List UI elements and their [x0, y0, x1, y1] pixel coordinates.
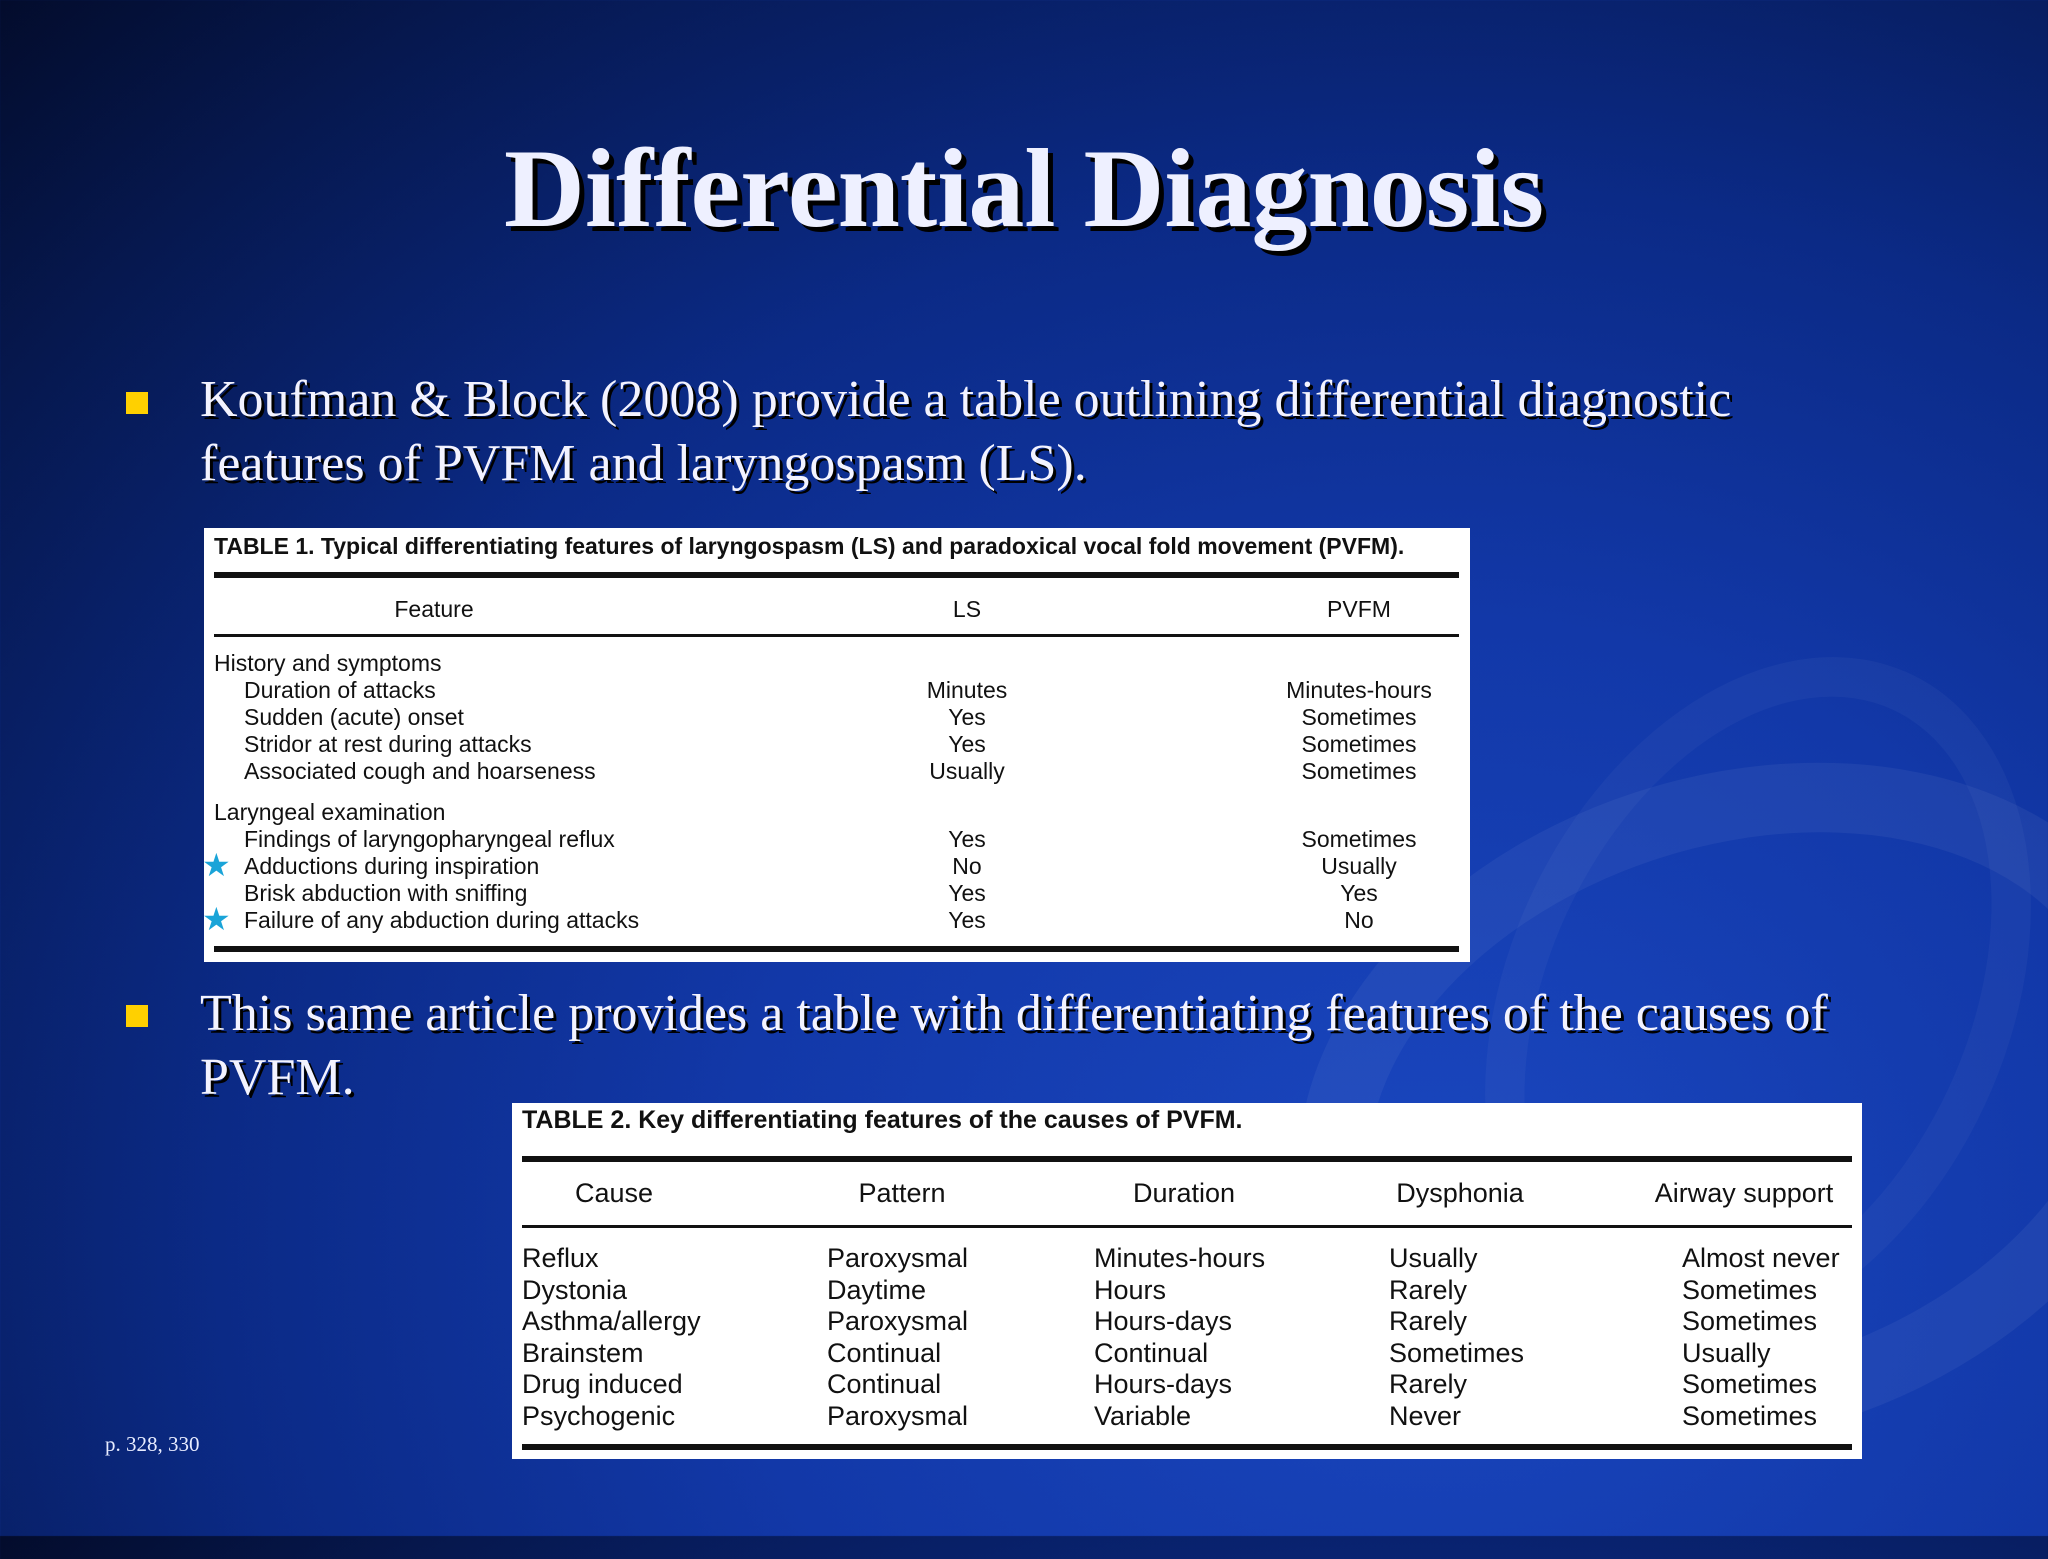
table2-cell: Sometimes: [1682, 1400, 1818, 1431]
table1-pvfm-cell: Yes: [1340, 880, 1378, 906]
table2-header-dysphonia: Dysphonia: [1396, 1178, 1524, 1208]
table1-feature-cell: Sudden (acute) onset: [244, 704, 464, 730]
table2-cell: Continual: [827, 1369, 942, 1399]
table2-cell: Usually: [1682, 1337, 1771, 1368]
table2-cell: Minutes-hours: [1094, 1243, 1266, 1273]
table1: [204, 528, 1470, 962]
table1-pvfm-cell: Sometimes: [1301, 826, 1417, 852]
table1-header-feature: Feature: [394, 596, 474, 622]
table2-cell: Paroxysmal: [827, 1306, 969, 1336]
table1-ls-cell: No: [952, 853, 982, 879]
bullet-text-1: Koufman & Block (2008) provide a table outlining differential diagnostic features of PVFM and laryngospasm (LS).: [200, 371, 1732, 492]
table2-cell: Paroxysmal: [827, 1400, 969, 1431]
table2-header-cause: Cause: [574, 1178, 654, 1208]
bullet-text-2: This same article provides a table with differentiating features of the causes of PVFM.: [200, 985, 1828, 1106]
table2-cell: Brainstem: [522, 1337, 644, 1368]
table2-cell: Continual: [827, 1337, 942, 1368]
table2-header-airway-support: Airway support: [1654, 1178, 1834, 1208]
table1-top-rule: [214, 572, 1459, 578]
table2-cell: Sometimes: [1682, 1274, 1818, 1305]
table1-ls-cell: Yes: [948, 907, 986, 933]
table2-cell: Drug induced: [522, 1369, 683, 1399]
table2-cell: Sometimes: [1682, 1369, 1818, 1399]
table2-cell: Variable: [1094, 1400, 1192, 1431]
table2-cell: Paroxysmal: [827, 1243, 969, 1273]
table1-ls-cell: Yes: [948, 704, 986, 730]
table1-feature-cell: Findings of laryngopharyngeal reflux: [244, 826, 615, 852]
table2-cell: Hours-days: [1094, 1369, 1233, 1399]
table2-header-pattern: Pattern: [858, 1178, 946, 1208]
page-reference: p. 328, 330: [105, 1432, 200, 1456]
table1-feature-cell: Associated cough and hoarseness: [244, 758, 596, 784]
table2-cell: Continual: [1094, 1337, 1209, 1368]
table1-ls-cell: Yes: [948, 880, 986, 906]
table2-bottom-rule: [522, 1444, 1852, 1450]
table1-pvfm-cell: Sometimes: [1301, 758, 1417, 784]
bullet-square-icon: [126, 392, 148, 414]
slide-title: Differential Diagnosis: [503, 127, 1545, 251]
table2-cell: Usually: [1389, 1243, 1478, 1273]
table2-top-rule: [522, 1156, 1852, 1162]
table1-pvfm-cell: Sometimes: [1301, 731, 1417, 757]
table2-cell: Never: [1389, 1400, 1462, 1431]
table1-section-heading: History and symptoms: [214, 650, 442, 676]
table1-feature-cell: Failure of any abduction during attacks: [244, 907, 640, 933]
table2-cell: Reflux: [522, 1243, 599, 1273]
table2-cell: Rarely: [1389, 1274, 1468, 1305]
bullet-square-icon: [126, 1005, 148, 1027]
table2-caption: TABLE 2. Key differentiating features of the causes of PVFM.: [522, 1106, 1243, 1134]
table1-bottom-rule: [214, 946, 1459, 952]
table1-header-rule: [214, 634, 1459, 637]
table1-header-pvfm: PVFM: [1327, 596, 1391, 622]
table1-pvfm-cell: Usually: [1321, 853, 1397, 879]
table2-cell: Rarely: [1389, 1306, 1468, 1336]
table1-feature-cell: Stridor at rest during attacks: [244, 731, 532, 757]
table1-ls-cell: Yes: [948, 826, 986, 852]
table1-pvfm-cell: Sometimes: [1301, 704, 1417, 730]
table2-cell: Rarely: [1389, 1369, 1468, 1399]
table1-feature-cell: Duration of attacks: [244, 677, 436, 703]
table2-cell: Almost never: [1682, 1243, 1840, 1273]
table2-cell: Psychogenic: [522, 1400, 676, 1431]
table2-cell: Daytime: [827, 1274, 927, 1305]
table1-section-heading: Laryngeal examination: [214, 799, 446, 825]
table2-cell: Sometimes: [1389, 1337, 1525, 1368]
table1-header-ls: LS: [952, 596, 982, 622]
table1-pvfm-cell: Minutes-hours: [1286, 677, 1432, 703]
table1-pvfm-cell: No: [1344, 907, 1374, 933]
table2-cell: Hours: [1094, 1274, 1167, 1305]
table2: [512, 1103, 1862, 1459]
table1-feature-cell: Brisk abduction with sniffing: [244, 880, 528, 906]
table2-cell: Hours-days: [1094, 1306, 1233, 1336]
table1-caption: TABLE 1. Typical differentiating features of laryngospasm (LS) and paradoxical vocal fold movement (PVFM).: [214, 533, 1405, 559]
star-marker-icon: ★: [202, 847, 231, 883]
table1-ls-cell: Yes: [948, 731, 986, 757]
table2-cell: Asthma/allergy: [522, 1306, 701, 1336]
table2-header-duration: Duration: [1132, 1178, 1236, 1208]
table2-cell: Dystonia: [522, 1274, 628, 1305]
table1-ls-cell: Usually: [929, 758, 1005, 784]
table2-header-rule: [522, 1225, 1852, 1228]
table1-ls-cell: Minutes: [926, 677, 1008, 703]
table1-feature-cell: Adductions during inspiration: [244, 853, 540, 879]
star-marker-icon: ★: [202, 901, 231, 937]
table2-cell: Sometimes: [1682, 1306, 1818, 1336]
